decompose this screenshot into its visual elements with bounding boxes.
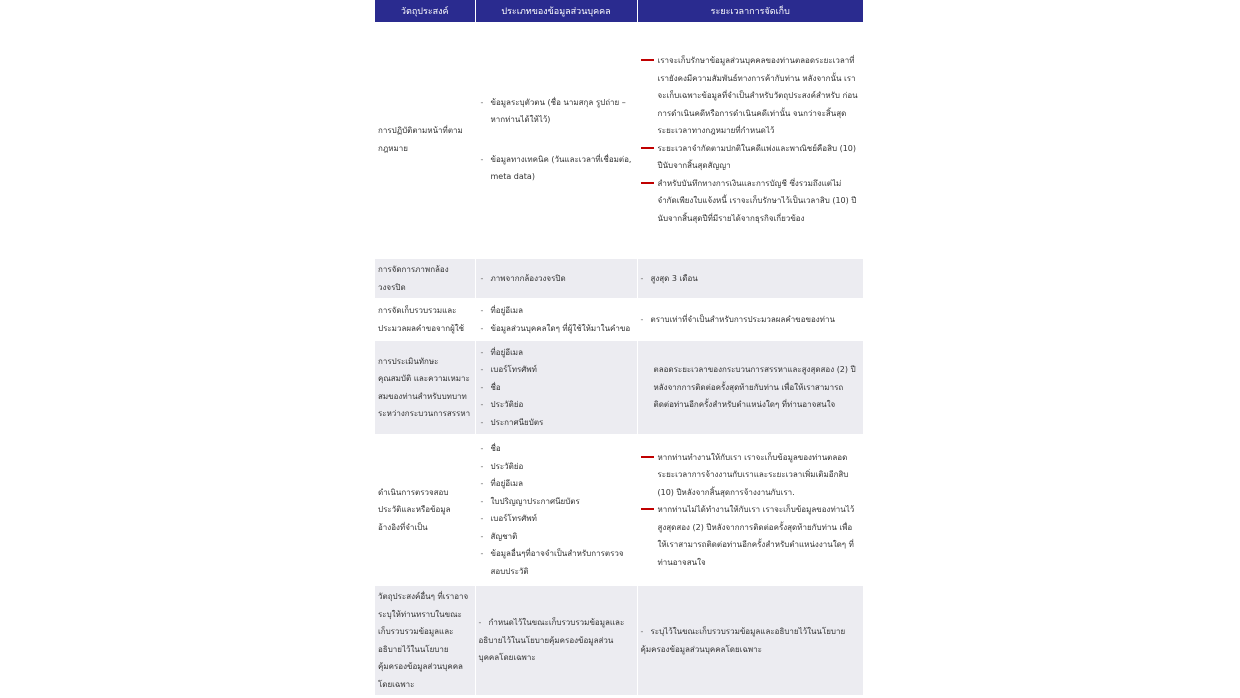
- retention-text: ตราบเท่าที่จำเป็นสำหรับการประมวลผลคำขอของท่าน: [650, 314, 835, 324]
- purpose-cell: การประเมินทักษะคุณสมบัติ และความเหมาะสมของท่านสำหรับบทบาทระหว่างกระบวนการสรรหา: [375, 340, 475, 435]
- retention-item: เราจะเก็บรักษาข้อมูลส่วนบุคคลของท่านตลอดระยะเวลาที่เรายังคงมีความสัมพันธ์ทางการค้ากับท่าน หลังจากนั้น เราจะเก็บเฉพาะข้อมูลที่จำเป็นสำหรับวัตถุประสงค์สำหรับ ก่อนการดำเนินคดีหรือการดำเนินคดีเท่านั้น จนกว่าจะสิ้นสุดระยะเวลาทางกฎหมายที่กำหนดไว้: [641, 52, 861, 140]
- dash-marker: -: [640, 627, 644, 636]
- header-data-type: ประเภทของข้อมูลส่วนบุคคล: [475, 0, 637, 22]
- retention-cell: [637, 299, 863, 340]
- data-type-list: [479, 440, 634, 580]
- data-type-item: - เบอร์โทรศัพท์: [479, 361, 634, 379]
- data-type-item: - ภาพจากกล้องวงจรปิด: [479, 270, 634, 288]
- dash-marker: -: [640, 314, 644, 324]
- retention-text: ระบุไว้ในขณะเก็บรวบรวมข้อมูลและอธิบายไว้ในนโยบายคุ้มครองข้อมูลส่วนบุคคลโดยเฉพาะ: [640, 627, 846, 654]
- retention-item: หากท่านทำงานให้กับเรา เราจะเก็บข้อมูลของท่านตลอดระยะเวลาการจ้างงานกับเราและระยะเวลาเพิ่มเติมอีกสิบ (10) ปีหลังจากสิ้นสุดการจ้างงานกับเรา.: [641, 449, 861, 502]
- retention-cell: [637, 340, 863, 435]
- data-type-item: - ประวัติย่อ: [479, 458, 634, 476]
- table-row: [375, 258, 863, 299]
- data-type-cell: [475, 340, 637, 435]
- retention-list: [641, 52, 861, 227]
- data-type-cell: [475, 22, 637, 258]
- data-type-item: - ข้อมูลส่วนบุคคลใดๆ ที่ผู้ใช้ให้มาในคำขอ: [479, 320, 634, 338]
- retention-text: ตลอดระยะเวลาของกระบวนการสรรหาและสูงสุดสอง (2) ปีหลังจากการติดต่อครั้งสุดท้ายกับท่าน เพื่อให้เราสามารถติดต่อท่านอีกครั้งสำหรับตำแหน่งใดๆ ที่ท่านอาจสนใจ: [653, 365, 856, 410]
- table-row: [375, 22, 863, 258]
- retention-cell: [637, 258, 863, 299]
- table-row: [375, 340, 863, 435]
- retention-cell: [637, 435, 863, 585]
- table-row: [375, 299, 863, 340]
- purpose-cell: การจัดการภาพกล้องวงจรปิด: [375, 258, 475, 299]
- data-retention-table: [375, 0, 863, 695]
- data-type-text: กำหนดไว้ในขณะเก็บรวบรวมข้อมูลและอธิบายไว้ในนโยบายคุ้มครองข้อมูลส่วนบุคคลโดยเฉพาะ: [478, 618, 625, 663]
- data-type-item: - ที่อยู่อีเมล: [479, 475, 634, 493]
- dash-marker: -: [478, 618, 482, 628]
- data-type-item: - สัญชาติ: [479, 528, 634, 546]
- retention-cell: [637, 585, 863, 695]
- data-type-item: - ชื่อ: [479, 440, 634, 458]
- header-purpose: วัตถุประสงค์: [375, 0, 475, 22]
- purpose-cell: วัตถุประสงค์อื่นๆ ที่เราอาจระบุให้ท่านทราบในขณะเก็บรวบรวมข้อมูลและอธิบายไว้ในนโยบายคุ้มครองข้อมูลส่วนบุคคลโดยเฉพาะ: [375, 585, 475, 695]
- data-type-item: - ชื่อ: [479, 379, 634, 397]
- data-type-list: [479, 94, 634, 186]
- purpose-cell: ดำเนินการตรวจสอบประวัติและหรือข้อมูลอ้างอิงที่จำเป็น: [375, 435, 475, 585]
- retention-table-container: [375, 0, 863, 695]
- data-type-list: [479, 344, 634, 432]
- purpose-cell: การจัดเก็บรวบรวมและประมวลผลคำขอจากผู้ใช้: [375, 299, 475, 340]
- dash-marker: -: [640, 273, 644, 283]
- retention-list: [641, 449, 861, 572]
- table-row: [375, 435, 863, 585]
- data-type-item: - ประวัติย่อ: [479, 396, 634, 414]
- data-type-cell: [475, 585, 637, 695]
- data-type-item: - ข้อมูลอื่นๆที่อาจจำเป็นสำหรับการตรวจสอบประวัติ: [479, 545, 634, 580]
- data-type-text: ข้อมูลทางเทคนิค (วันและเวลาที่เชื่อมต่อ, meta data): [490, 154, 632, 181]
- data-type-cell: [475, 435, 637, 585]
- data-type-item: [479, 151, 634, 186]
- purpose-cell: การปฏิบัติตามหน้าที่ตามกฎหมาย: [375, 22, 475, 258]
- data-type-item: - ที่อยู่อีเมล: [479, 302, 634, 320]
- data-type-item: - ที่อยู่อีเมล: [479, 344, 634, 362]
- data-type-list: [479, 270, 634, 288]
- table-header-row: [375, 0, 863, 22]
- retention-text: สูงสุด 3 เดือน: [650, 273, 698, 283]
- data-type-item: - ประกาศนียบัตร: [479, 414, 634, 432]
- retention-item: หากท่านไม่ได้ทำงานให้กับเรา เราจะเก็บข้อมูลของท่านไว้สูงสุดสอง (2) ปีหลังจากการติดต่อครั้งสุดท้ายกับท่าน เพื่อให้เราสามารถติดต่อท่านอีกครั้งสำหรับตำแหน่งงานใดๆ ที่ท่านอาจสนใจ: [641, 501, 861, 571]
- table-row: [375, 585, 863, 695]
- retention-item: ระยะเวลาจำกัดตามปกติในคดีแพ่งและพาณิชย์คือสิบ (10) ปีนับจากสิ้นสุดสัญญา: [641, 140, 861, 175]
- data-type-item: - ใบปริญญาประกาศนียบัตร: [479, 493, 634, 511]
- data-type-item: - ข้อมูลระบุตัวตน (ชื่อ นามสกุล รูปถ่าย – หากท่านได้ให้ไว้): [479, 94, 634, 129]
- data-type-item: - เบอร์โทรศัพท์: [479, 510, 634, 528]
- data-type-cell: [475, 299, 637, 340]
- data-type-cell: [475, 258, 637, 299]
- retention-item: สำหรับบันทึกทางการเงินและการบัญชี ซึ่งรวมถึงแต่ไม่จำกัดเพียงใบแจ้งหนี้ เราจะเก็บรักษาไว้เป็นเวลาสิบ (10) ปีนับจากสิ้นสุดปีที่มีรายได้จากธุรกิจเกี่ยวข้อง: [641, 175, 861, 228]
- retention-cell: [637, 22, 863, 258]
- data-type-list: [479, 302, 634, 337]
- header-retention: ระยะเวลาการจัดเก็บ: [637, 0, 863, 22]
